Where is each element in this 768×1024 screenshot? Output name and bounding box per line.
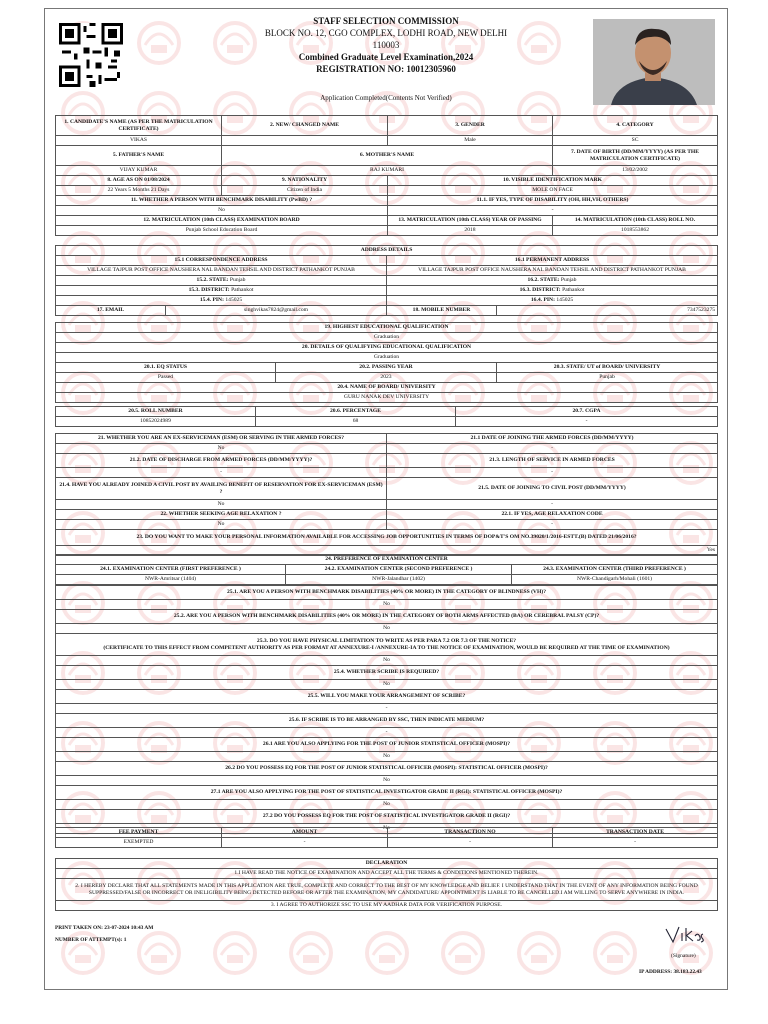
ip-address: IP ADDRESS: 38.183.22.43 <box>639 969 702 975</box>
answer-27-2: No <box>56 824 718 834</box>
value-board-state: Punjab <box>497 373 718 383</box>
value-correspondence-address: VILLAGE TAJPUR POST OFFICE NAUSHERA NAL BANDAN TEHSIL AND DISTRICT PATHANKOT PUNJAB <box>56 266 387 276</box>
label-relaxation-code: 22.1. IF YES, AGE RELAXATION CODE <box>387 510 718 520</box>
education-scores-table <box>55 406 718 427</box>
label-roll-number: 20.5. ROLL NUMBER <box>56 407 256 417</box>
question-27-2: 27.2 DO YOU POSSESS EQ FOR THE POST OF STATISTICAL INVESTIGATOR GRADE II (RGI)? <box>56 810 718 824</box>
value-age-relaxation: No <box>56 520 387 530</box>
value-discharge-date: - <box>56 468 387 478</box>
service-table <box>55 433 718 556</box>
label-passing-year: 20.2. PASSING YEAR <box>276 363 497 373</box>
print-timestamp: PRINT TAKEN ON: 23-07-2024 10:43 AM <box>55 925 154 931</box>
label-discharge-date: 21.2. DATE OF DISCHARGE FROM ARMED FORCES (DD/MM/YYYY)? <box>56 454 387 468</box>
value-father-name: VIJAY KUMAR <box>56 166 222 176</box>
value-armed-joining-date: - <box>387 444 718 454</box>
label-new-name: 2. NEW/ CHANGED NAME <box>222 116 388 136</box>
label-qualifying-qualification: 20. DETAILS OF QUALIFYING EDUCATIONAL QUALIFICATION <box>56 343 718 353</box>
value-corr-pin: 145025 <box>225 297 243 303</box>
value-permanent-address: VILLAGE TAJPUR POST OFFICE NAUSHERA NAL BANDAN TEHSIL AND DISTRICT PATHANKOT PUNJAB <box>387 266 718 276</box>
label-category: 4. CATEGORY <box>553 116 718 136</box>
question-25-1: 25.1. ARE YOU A PERSON WITH BENCHMARK DISABILITIES (40% OR MORE) IN THE CATEGORY OF BLINDNESS (VH)? <box>56 586 718 600</box>
label-centre-preference: 24. PREFERENCE OF EXAMINATION CENTER <box>56 555 718 565</box>
value-qualifying-qualification: Graduation <box>56 353 718 363</box>
question-26-2: 26.2 DO YOU POSSESS EQ FOR THE POST OF JUNIOR STATISTICAL OFFICER (MOSPI): STATISTICAL OFFICER (MOSPI)? <box>56 762 718 776</box>
answer-25-1: No <box>56 600 718 610</box>
value-transaction-no: - <box>388 838 553 848</box>
label-gender: 3. GENDER <box>388 116 553 136</box>
question-25-3 <box>56 634 718 656</box>
value-passing-year: 2023 <box>276 373 497 383</box>
value-perm-state: Punjab <box>560 277 577 283</box>
label-university: 20.4. NAME OF BOARD/ UNIVERSITY <box>56 383 718 393</box>
label-perm-district: 16.3. DISTRICT: <box>519 287 561 293</box>
answer-27-1: No <box>56 800 718 810</box>
value-relaxation-code: - <box>387 520 718 530</box>
value-percentage: 68 <box>256 417 456 427</box>
question-25-6: 25.6. IF SCRIBE IS TO BE ARRANGED BY SSC, THEN INDICATE MEDIUM? <box>56 714 718 728</box>
label-cgpa: 20.7. CGPA <box>456 407 718 417</box>
label-disability-type: 11.1. IF YES, TYPE OF DISABILITY (OH, HH,VH, OTHERS) <box>388 196 718 206</box>
label-amount: AMOUNT <box>222 828 388 838</box>
label-share-info: 23. DO YOU WANT TO MAKE YOUR PERSONAL INFORMATION AVAILABLE FOR ACCESSING JOB OPPORTUNITIES IN TERMS OF DOP&T'S OM NO.39020/1/2016-ESTT.(B) DATED 21/06/2016? <box>56 530 718 546</box>
value-age: 22 Years 5 Months 21 Days <box>56 186 222 196</box>
value-service-length: - <box>387 468 718 478</box>
value-share-info: Yes <box>56 546 718 556</box>
label-candidate-name: 1. CANDIDATE'S NAME (AS PER THE MATRICULATION CERTIFICATE) <box>56 116 222 136</box>
declaration-item-2: 2. I HEREBY DECLARE THAT ALL STATEMENTS MADE IN THIS APPLICATION ARE TRUE, COMPLETE AND CORRECT TO THE BEST OF MY KNOWLEDGE AND BELIEF. I UNDERSTAND THAT IN THE EVENT OF ANY INFORMATION BEING FOUND SUPPRESSED/FALSE OR INCORRECT OR INELIGIBILITY BEING DETECTED BEFORE OR AFTER THE EXAMINATION, MY CANDIDATURE/ APPOINTMENT IS LIABLE TO BE CANCELLED.I AM WILLING TO SERVE ANYWHERE IN INDIA. <box>56 879 718 901</box>
value-nationality: Citizen of India <box>222 186 388 196</box>
label-eq-status: 20.1. EQ STATUS <box>56 363 276 373</box>
question-25-5: 25.5. WILL YOU MAKE YOUR ARRANGEMENT OF SCRIBE? <box>56 690 718 704</box>
value-perm-pin: 145025 <box>556 297 574 303</box>
question-26-1: 26.1 ARE YOU ALSO APPLYING FOR THE POST OF JUNIOR STATISTICAL OFFICER (MOSPI)? <box>56 738 718 752</box>
label-permanent-address: 16.1 PERMANENT ADDRESS <box>387 256 718 266</box>
value-transaction-date: - <box>553 838 718 848</box>
answer-26-2: No <box>56 776 718 786</box>
answer-25-3: No <box>56 656 718 666</box>
label-board-state: 20.3. STATE/ UT of BOARD/ UNIVERSITY <box>497 363 718 373</box>
value-eq-status: Passed <box>56 373 276 383</box>
org-address-line1: BLOCK NO. 12, CGO COMPLEX, LODHI ROAD, NEW DELHI <box>264 28 508 38</box>
question-27-1: 27.1 ARE YOU ALSO APPLYING FOR THE POST OF STATISTICAL INVESTIGATOR GRADE II (RGI): STATISTICAL OFFICER (MOSPI)? <box>56 786 718 800</box>
question-25-4: 25.4. WHETHER SCRIBE IS REQUIRED? <box>56 666 718 680</box>
form-header <box>45 9 727 115</box>
label-father-name: 5. FATHER'S NAME <box>56 146 222 166</box>
value-dob: 13/02/2002 <box>553 166 718 176</box>
org-address-line2: 110003 <box>372 40 400 50</box>
value-perm-district: Pathankot <box>562 287 585 293</box>
value-category: SC <box>553 136 718 146</box>
label-matric-year: 13. MATRICULATION (10th CLASS) YEAR OF PASSING <box>388 216 553 226</box>
label-nationality: 9. NATIONALITY <box>222 176 388 186</box>
value-amount: - <box>222 838 388 848</box>
value-mother-name: RAJ KUMARI <box>222 166 553 176</box>
label-matric-roll: 14. MATRICULATION (10th CLASS) ROLL NO. <box>553 216 718 226</box>
value-id-mark: MOLE ON FACE <box>388 186 718 196</box>
attempt-count: NUMBER OF ATTEMPT(s): 1 <box>55 937 127 943</box>
label-perm-pin: 16.4. PIN: <box>530 297 555 303</box>
value-university: GURU NANAK DEV UNIVERSITY <box>56 393 718 403</box>
label-id-mark: 10. VISIBLE IDENTIFICATION MARK <box>388 176 718 186</box>
value-roll-number: 10852024989 <box>56 417 256 427</box>
label-age-relaxation: 22. WHETHER SEEKING AGE RELAXATION ? <box>56 510 387 520</box>
org-name: STAFF SELECTION COMMISSION <box>313 16 459 26</box>
value-fee-payment: EXEMPTED <box>56 838 222 848</box>
label-corr-district: 15.3. DISTRICT: <box>188 287 230 293</box>
answer-25-5: - <box>56 704 718 714</box>
label-percentage: 20.6. PERCENTAGE <box>256 407 456 417</box>
label-fee-payment: FEE PAYMENT <box>56 828 222 838</box>
value-highest-qualification: Graduation <box>56 333 718 343</box>
candidate-photo <box>593 19 715 105</box>
application-status: Application Completed(Contents Not Verified) <box>320 94 452 102</box>
label-mobile: 18. MOBILE NUMBER <box>387 306 497 316</box>
answer-25-2: No <box>56 624 718 634</box>
value-corr-state: Punjab <box>229 277 246 283</box>
label-matric-board: 12. MATRICULATION (10th CLASS) EXAMINATION BOARD <box>56 216 388 226</box>
label-email: 17. EMAIL <box>56 306 166 316</box>
label-transaction-no: TRANSACTION NO <box>388 828 553 838</box>
label-ex-serviceman: 21. WHETHER YOU ARE AN EX-SERVICEMAN (ESM) OR SERVING IN THE ARMED FORCES? <box>56 434 387 444</box>
label-corr-pin: 15.4. PIN: <box>199 297 224 303</box>
value-mobile: 7347523275 <box>497 306 718 316</box>
application-form-page <box>44 8 728 990</box>
label-centre-first: 24.1. EXAMINATION CENTER (FIRST PREFERENCE ) <box>56 565 286 575</box>
label-armed-joining-date: 21.1 DATE OF JOINING THE ARMED FORCES (DD/MM/YYYY) <box>387 434 718 444</box>
signature-label: (Signature) <box>671 953 696 959</box>
exam-title: Combined Graduate Level Examination,2024 <box>298 52 474 62</box>
label-age: 8. AGE AS ON 01/08/2024 <box>56 176 222 186</box>
declaration-item-3: 3. I AGREE TO AUTHORIZE SSC TO USE MY AADHAR DATA FOR VERIFICATION PURPOSE. <box>56 901 718 911</box>
label-dob: 7. DATE OF BIRTH (DD/MM/YYYY) (AS PER THE MATRICULATION CERTIFICATE) <box>553 146 718 166</box>
value-matric-board: Punjab School Education Board <box>56 226 388 236</box>
fee-table <box>55 827 718 848</box>
question-25-3-line2: (CERTIFICATE TO THIS EFFECT FROM COMPETENT AUTHORITY AS PER FORMAT AT ANNEXURE-I /ANNEXURE-IA TO THE NOTICE OF EXAMINATION, WOULD BE REQUIRED AT THE TIME OF EXAMINATION) <box>103 644 670 651</box>
answer-26-1: No <box>56 752 718 762</box>
questions-table <box>55 585 718 834</box>
value-centre-first: NWR-Amritsar (1404) <box>56 575 286 585</box>
value-candidate-name: VIKAS <box>56 136 222 146</box>
label-centre-third: 24.3. EXAMINATION CENTER (THIRD PREFERENCE ) <box>512 565 718 575</box>
value-gender: Male <box>388 136 553 146</box>
value-cgpa: - <box>456 417 718 427</box>
value-centre-third: NWR-Chandigarh/Mohali (1601) <box>512 575 718 585</box>
answer-25-4: No <box>56 680 718 690</box>
value-new-name <box>222 136 388 146</box>
value-matric-year: 2018 <box>388 226 553 236</box>
declaration-item-1: 1.I HAVE READ THE NOTICE OF EXAMINATION AND ACCEPT ALL THE TERMS & CONDITIONS MENTIONED THEREIN. <box>56 869 718 879</box>
value-pwbd: No <box>56 206 388 216</box>
label-highest-qualification: 19. HIGHEST EDUCATIONAL QUALIFICATION <box>56 323 718 333</box>
value-centre-second: NWR-Jalandhar (1402) <box>286 575 512 585</box>
candidate-signature <box>663 923 707 947</box>
label-mother-name: 6. MOTHER'S NAME <box>222 146 553 166</box>
question-25-3-line1: 25.3. DO YOU HAVE PHYSICAL LIMITATION TO WRITE AS PER PARA 7.2 OR 7.3 OF THE NOTICE? <box>256 637 517 644</box>
registration-number: REGISTRATION NO: 10012305960 <box>316 64 456 74</box>
label-perm-state: 16.2. STATE: <box>527 277 560 283</box>
exam-centre-table <box>55 554 718 585</box>
declaration-table <box>55 858 718 911</box>
value-email: singhvikas7824@gmail.com <box>166 306 387 316</box>
address-table <box>55 245 718 316</box>
label-pwbd: 11. WHETHER A PERSON WITH BENCHMARK DISABILITY (PwBD) ? <box>56 196 388 206</box>
declaration-title: DECLARATION <box>56 859 718 869</box>
value-civil-post-esm: No <box>56 500 387 510</box>
address-section-title: ADDRESS DETAILS <box>56 246 718 256</box>
value-corr-district: Pathankot <box>231 287 254 293</box>
label-transaction-date: TRANSACTION DATE <box>553 828 718 838</box>
label-service-length: 21.3. LENGTH OF SERVICE IN ARMED FORCES <box>387 454 718 468</box>
label-centre-second: 24.2. EXAMINATION CENTER (SECOND PREFERENCE ) <box>286 565 512 575</box>
label-corr-state: 15.2. STATE: <box>196 277 229 283</box>
label-civil-post-date: 21.5. DATE OF JOINING TO CIVIL POST (DD/MM/YYYY) <box>387 478 718 500</box>
label-civil-post-esm: 21.4. HAVE YOU ALREADY JOINED A CIVIL POST BY AVAILING BENEFIT OF RESERVATION FOR EX-SERVICEMAN (ESM) ? <box>56 478 387 500</box>
value-civil-post-date: - <box>387 500 718 510</box>
label-correspondence-address: 15.1 CORRESPONDENCE ADDRESS <box>56 256 387 266</box>
value-matric-roll: 1018553862 <box>553 226 718 236</box>
question-25-2: 25.2. ARE YOU A PERSON WITH BENCHMARK DISABILITIES (40% OR MORE) IN THE CATEGORY OF BOTH ARMS AFFECTED (BA) OR CEREBRAL PALSY (CP)? <box>56 610 718 624</box>
answer-25-6: - <box>56 728 718 738</box>
personal-details-table <box>55 115 718 236</box>
value-ex-serviceman: No <box>56 444 387 454</box>
value-disability-type: - <box>388 206 718 216</box>
education-table <box>55 322 718 403</box>
